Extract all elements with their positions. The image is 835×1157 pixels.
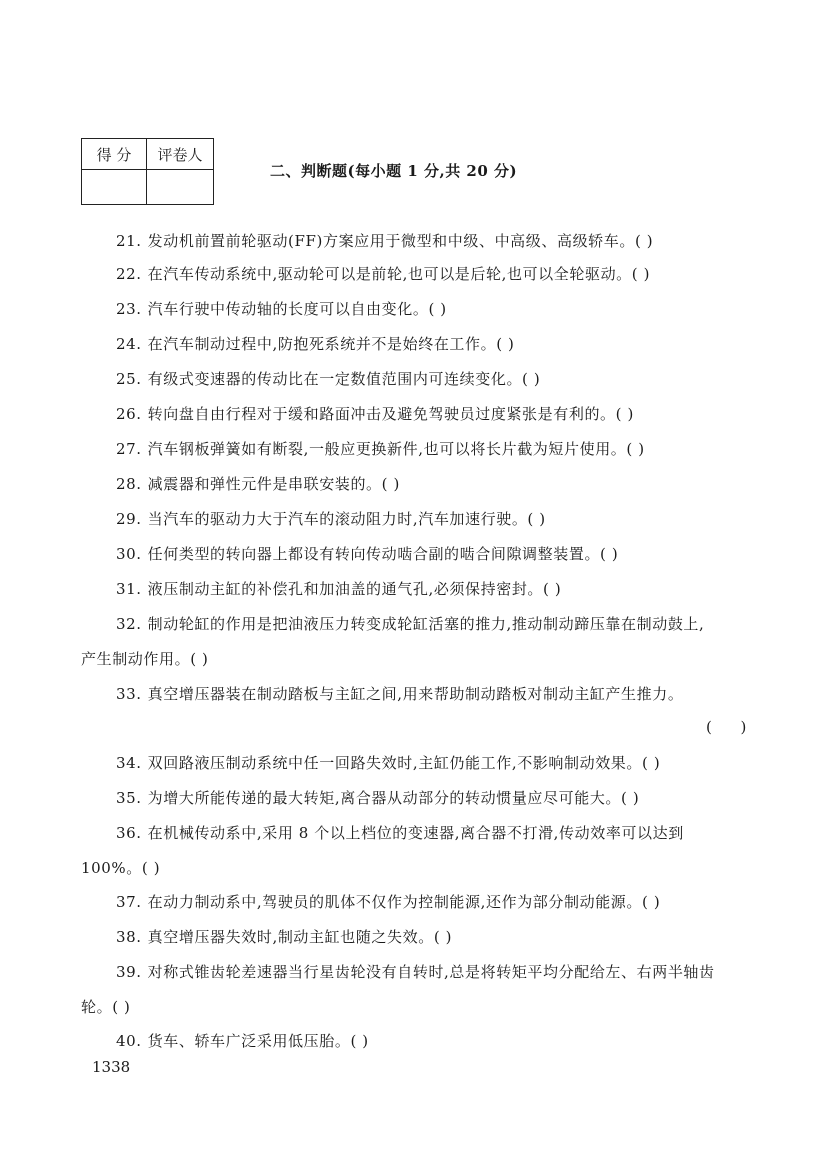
question-item — [116, 508, 546, 529]
question-item — [116, 263, 650, 284]
question-text: 真空增压器失效时,制动主缸也随之失效。( ) — [147, 928, 453, 946]
question-text: 对称式锥齿轮差速器当行星齿轮没有自转时,总是将转矩平均分配给左、右两半轴齿 — [147, 963, 715, 981]
question-text: 汽车钢板弹簧如有断裂,一般应更换新件,也可以将长片截为短片使用。( ) — [147, 440, 645, 458]
question-number: 21. — [116, 232, 142, 250]
question-text-continued: 100%。( ) — [81, 859, 161, 877]
question-item — [116, 926, 452, 947]
question-number: 27. — [116, 440, 142, 458]
question-number: 23. — [116, 300, 142, 318]
score-label-cell — [82, 139, 147, 170]
question-number: 24. — [116, 335, 142, 353]
question-text: 制动轮缸的作用是把油液压力转变成轮缸活塞的推力,推动制动蹄压靠在制动鼓上, — [147, 615, 705, 633]
question-text: 在汽车传动系统中,驱动轮可以是前轮,也可以是后轮,也可以全轮驱动。( ) — [147, 265, 651, 283]
grader-label-cell — [147, 139, 214, 170]
question-item — [116, 1030, 369, 1051]
question-text: 在动力制动系中,驾驶员的肌体不仅作为控制能源,还作为部分制动能源。( ) — [147, 893, 661, 911]
question-text: 减震器和弹性元件是串联安装的。( ) — [147, 475, 400, 493]
question-text: 在机械传动系中,采用 8 个以上档位的变速器,离合器不打滑,传动效率可以达到 — [147, 824, 684, 842]
question-item — [116, 403, 634, 424]
question-text: 任何类型的转向器上都设有转向传动啮合副的啮合间隙调整装置。( ) — [147, 545, 619, 563]
question-number: 31. — [116, 580, 142, 598]
question-item — [116, 683, 683, 704]
question-number: 22. — [116, 265, 142, 283]
score-label: 得 分 — [96, 145, 132, 164]
question-text: 在汽车制动过程中,防抱死系统并不是始终在工作。( ) — [147, 335, 515, 353]
question-text-continued: 轮。( ) — [81, 998, 131, 1016]
question-item — [116, 298, 447, 319]
question-item — [116, 787, 639, 808]
question-item — [116, 822, 684, 843]
question-item — [116, 961, 715, 982]
question-item — [116, 543, 618, 564]
question-number: 39. — [116, 963, 142, 981]
question-number: 40. — [116, 1032, 142, 1050]
page-number: 1338 — [92, 1058, 131, 1076]
question-number: 28. — [116, 475, 142, 493]
question-item — [116, 752, 660, 773]
score-table — [81, 138, 214, 205]
question-text: 真空增压器装在制动踏板与主缸之间,用来帮助制动踏板对制动主缸产生推力。 — [147, 685, 684, 703]
question-number: 38. — [116, 928, 142, 946]
question-number: 34. — [116, 754, 142, 772]
question-item — [116, 368, 540, 389]
question-item — [116, 230, 653, 251]
question-item — [116, 438, 645, 459]
grader-label: 评卷人 — [157, 145, 203, 164]
question-text-continued: 产生制动作用。( ) — [81, 650, 209, 668]
question-text: 货车、轿车广泛采用低压胎。( ) — [147, 1032, 369, 1050]
question-text: 为增大所能传递的最大转矩,离合器从动部分的转动惯量应尽可能大。( ) — [147, 789, 640, 807]
score-entry-cell[interactable] — [82, 170, 147, 205]
question-number: 26. — [116, 405, 142, 423]
grader-entry-cell[interactable] — [147, 170, 214, 205]
question-text: 双回路液压制动系统中任一回路失效时,主缸仍能工作,不影响制动效果。( ) — [147, 754, 661, 772]
question-item — [116, 473, 400, 494]
question-number: 30. — [116, 545, 142, 563]
question-item — [116, 578, 561, 599]
question-number: 32. — [116, 615, 142, 633]
question-text: 有级式变速器的传动比在一定数值范围内可连续变化。( ) — [147, 370, 541, 388]
question-text: 汽车行驶中传动轴的长度可以自由变化。( ) — [147, 300, 447, 318]
question-number: 25. — [116, 370, 142, 388]
question-number: 29. — [116, 510, 142, 528]
question-item — [116, 891, 660, 912]
question-text: 液压制动主缸的补偿孔和加油盖的通气孔,必须保持密封。( ) — [147, 580, 562, 598]
question-text: 转向盘自由行程对于缓和路面冲击及避免驾驶员过度紧张是有利的。( ) — [147, 405, 634, 423]
question-number: 37. — [116, 893, 142, 911]
question-number: 35. — [116, 789, 142, 807]
section-title: 二、判断题(每小题 1 分,共 20 分) — [270, 162, 518, 180]
question-number: 36. — [116, 824, 142, 842]
question-item — [116, 613, 704, 634]
question-item — [116, 333, 515, 354]
question-number: 33. — [116, 685, 142, 703]
question-text: 当汽车的驱动力大于汽车的滚动阻力时,汽车加速行驶。( ) — [147, 510, 546, 528]
question-text: 发动机前置前轮驱动(FF)方案应用于微型和中级、中高级、高级轿车。( ) — [147, 232, 654, 250]
answer-blank[interactable]: ( ) — [706, 718, 747, 736]
